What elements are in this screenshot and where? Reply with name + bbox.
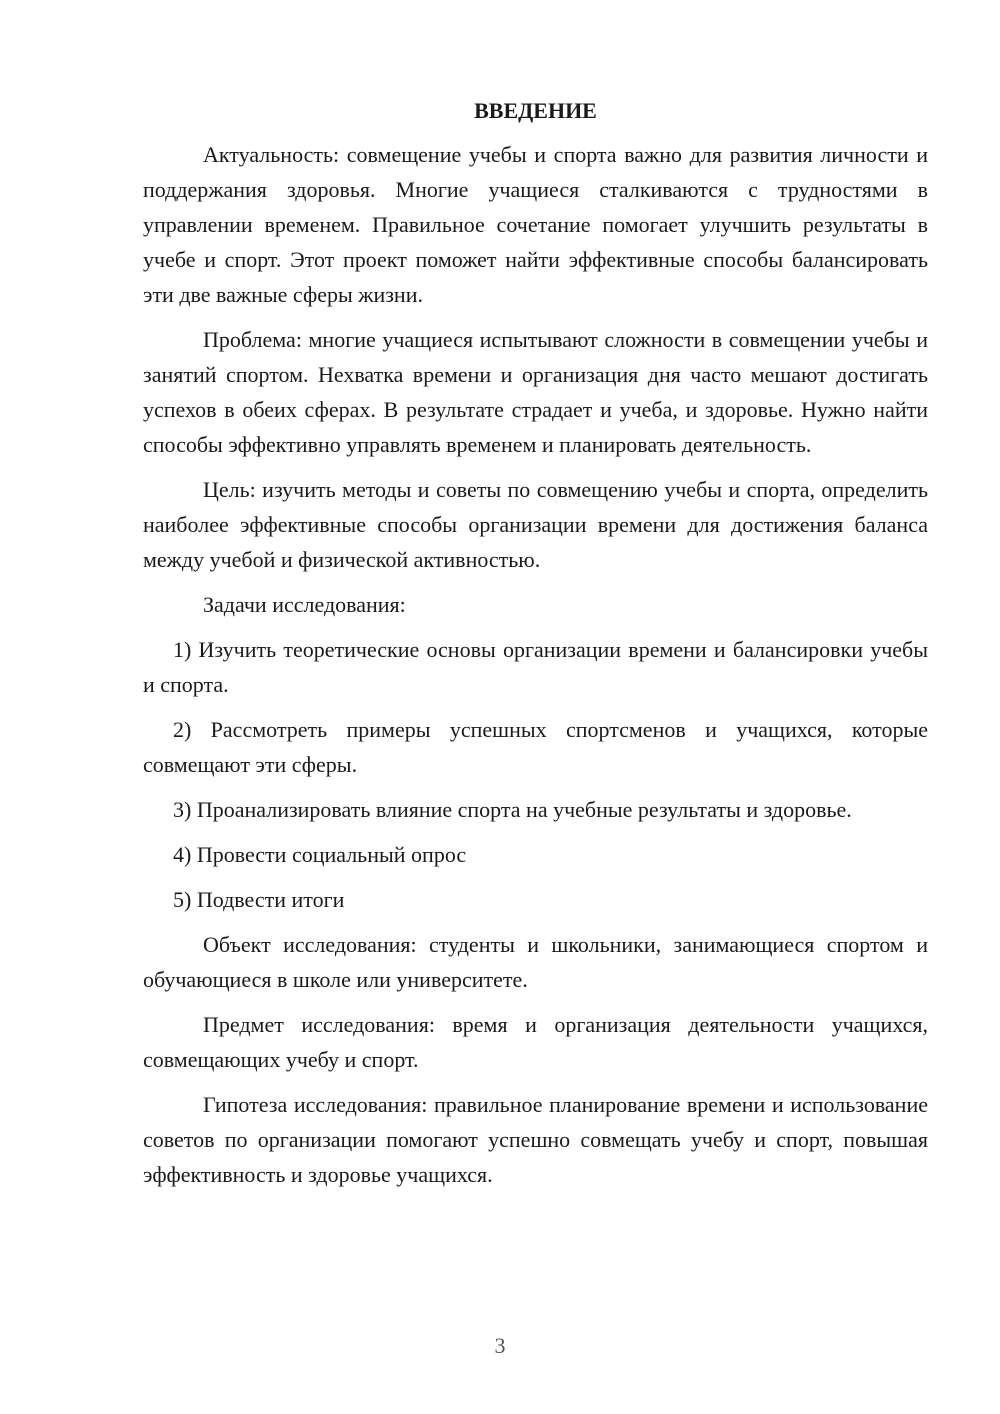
subject-paragraph: Предмет исследования: время и организация деятельности учащихся, совмещающих учебу и спорт.: [143, 1012, 928, 1072]
task-item-5: 5) Подвести итоги: [173, 887, 345, 912]
task-item-1: 1) Изучить теоретические основы организации времени и балансировки учебы и спорта.: [143, 637, 928, 697]
tasks-heading: Задачи исследования:: [203, 592, 406, 617]
hypothesis-paragraph: Гипотеза исследования: правильное планирование времени и использование советов по организации помогают успешно совмещать учебу и спорт, повышая эффективность и здоровье учащихся.: [143, 1092, 928, 1187]
goal-paragraph: Цель: изучить методы и советы по совмещению учебы и спорта, определить наиболее эффективные способы организации времени для достижения баланса между учебой и физической активностью.: [143, 477, 928, 572]
object-paragraph: Объект исследования: студенты и школьники, занимающиеся спортом и обучающиеся в школе или университете.: [143, 932, 928, 992]
document-page: [143, 96, 928, 1202]
problem-paragraph: Проблема: многие учащиеся испытывают сложности в совмещении учебы и занятий спортом. Нехватка времени и организация дня часто мешают достигать успехов в обеих сферах. В результате страдает и учеба, и здоровье. Нужно найти способы эффективно управлять временем и планировать деятельность.: [143, 327, 928, 457]
section-title: ВВЕДЕНИЕ: [474, 98, 597, 123]
task-item-2: 2) Рассмотреть примеры успешных спортсменов и учащихся, которые совмещают эти сферы.: [143, 717, 928, 777]
relevance-paragraph: Актуальность: совмещение учебы и спорта важно для развития личности и поддержания здоровья. Многие учащиеся сталкиваются с трудностями в управлении временем. Правильное сочетание помогает улучшить результаты в учебе и спорт. Этот проект поможет найти эффективные способы балансировать эти две важные сферы жизни.: [143, 142, 928, 307]
task-item-4: 4) Провести социальный опрос: [173, 842, 467, 867]
page-number: 3: [494, 1333, 506, 1358]
task-item-3: 3) Проанализировать влияние спорта на учебные результаты и здоровье.: [173, 797, 852, 822]
